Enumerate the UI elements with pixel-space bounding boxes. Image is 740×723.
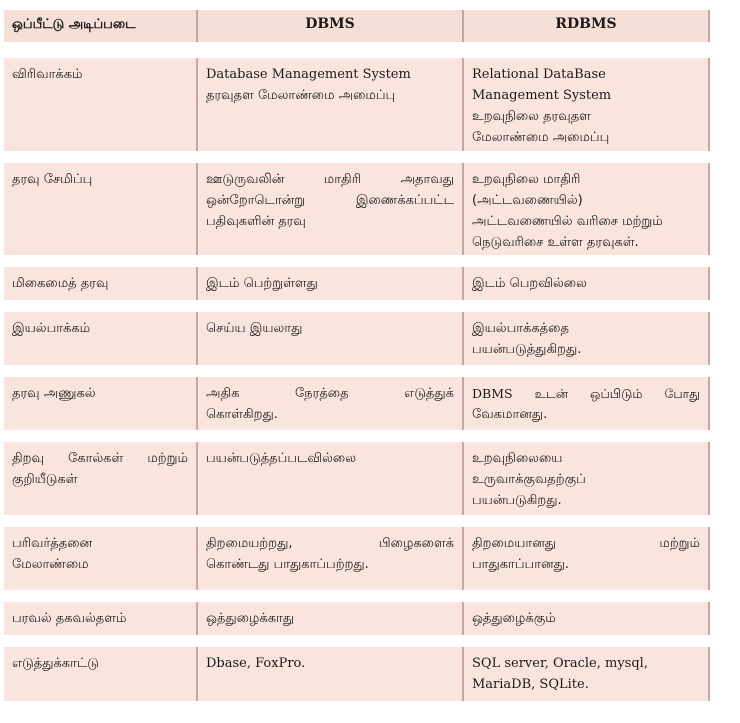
rdbms-cell: DBMS உடன் ஒப்பிடும் போது வேகமானது. — [464, 377, 710, 430]
rdbms-cell: உறவுநிலையை உருவாக்குவதற்குப் பயன்படுகிறது. — [464, 442, 710, 515]
dbms-cell: இடம் பெற்றுள்ளது — [198, 267, 464, 300]
dbms-cell: அதிக நேரத்தை எடுத்துக் கொள்கிறது. — [198, 377, 464, 430]
comparison-table — [4, 10, 710, 701]
table-row — [4, 527, 710, 590]
basis-cell: திறவு கோல்கள் மற்றும் குறியீடுகள் — [4, 442, 198, 515]
rdbms-cell: SQL server, Oracle, mysql, MariaDB, SQLite. — [464, 647, 710, 701]
basis-cell: இயல்பாக்கம் — [4, 312, 198, 365]
rdbms-cell: திறமையானது மற்றும் பாதுகாப்பானது. — [464, 527, 710, 590]
table-row — [4, 163, 710, 255]
basis-cell: விரிவாக்கம் — [4, 58, 198, 151]
table-row — [4, 602, 710, 635]
header-dbms: DBMS — [198, 10, 464, 42]
rdbms-cell: இடம் பெறவில்லை — [464, 267, 710, 300]
table-row — [4, 377, 710, 430]
table-row — [4, 58, 710, 151]
table-row — [4, 647, 710, 701]
basis-cell: எடுத்துக்காட்டு — [4, 647, 198, 701]
dbms-cell: ஒத்துழைக்காது — [198, 602, 464, 635]
rdbms-cell: இயல்பாக்கத்தை பயன்படுத்துகிறது. — [464, 312, 710, 365]
header-rdbms: RDBMS — [464, 10, 710, 42]
rdbms-cell: ஒத்துழைக்கும் — [464, 602, 710, 635]
table-header-row — [4, 10, 710, 42]
basis-cell: பரவல் தகவல்தளம் — [4, 602, 198, 635]
dbms-cell: திறமையற்றது, பிழைகளைக் கொண்டது பாதுகாப்பற்றது. — [198, 527, 464, 590]
table-row — [4, 267, 710, 300]
dbms-cell: Dbase, FoxPro. — [198, 647, 464, 701]
basis-cell: தரவு சேமிப்பு — [4, 163, 198, 255]
table-row — [4, 442, 710, 515]
basis-cell: தரவு அணுகல் — [4, 377, 198, 430]
rdbms-cell: உறவுநிலை மாதிரி (அட்டவணையில்) அட்டவணையில் வரிசை மற்றும் நெடுவரிசை உள்ள தரவுகள். — [464, 163, 710, 255]
dbms-cell: Database Management System தரவுதள மேலாண்மை அமைப்பு — [198, 58, 464, 151]
dbms-cell: பயன்படுத்தப்படவில்லை — [198, 442, 464, 515]
header-basis: ஒப்பீட்டு அடிப்படை — [4, 10, 198, 42]
table-row — [4, 312, 710, 365]
basis-cell: பரிவர்த்தனை மேலாண்மை — [4, 527, 198, 590]
basis-cell: மிகைமைத் தரவு — [4, 267, 198, 300]
rdbms-cell: Relational DataBase Management System உறவுநிலை தரவுதள மேலாண்மை அமைப்பு — [464, 58, 710, 151]
dbms-cell: செய்ய இயலாது — [198, 312, 464, 365]
dbms-cell: ஊடுருவலின் மாதிரி அதாவது ஒன்றோடொன்று இணைக்கப்பட்ட பதிவுகளின் தரவு — [198, 163, 464, 255]
